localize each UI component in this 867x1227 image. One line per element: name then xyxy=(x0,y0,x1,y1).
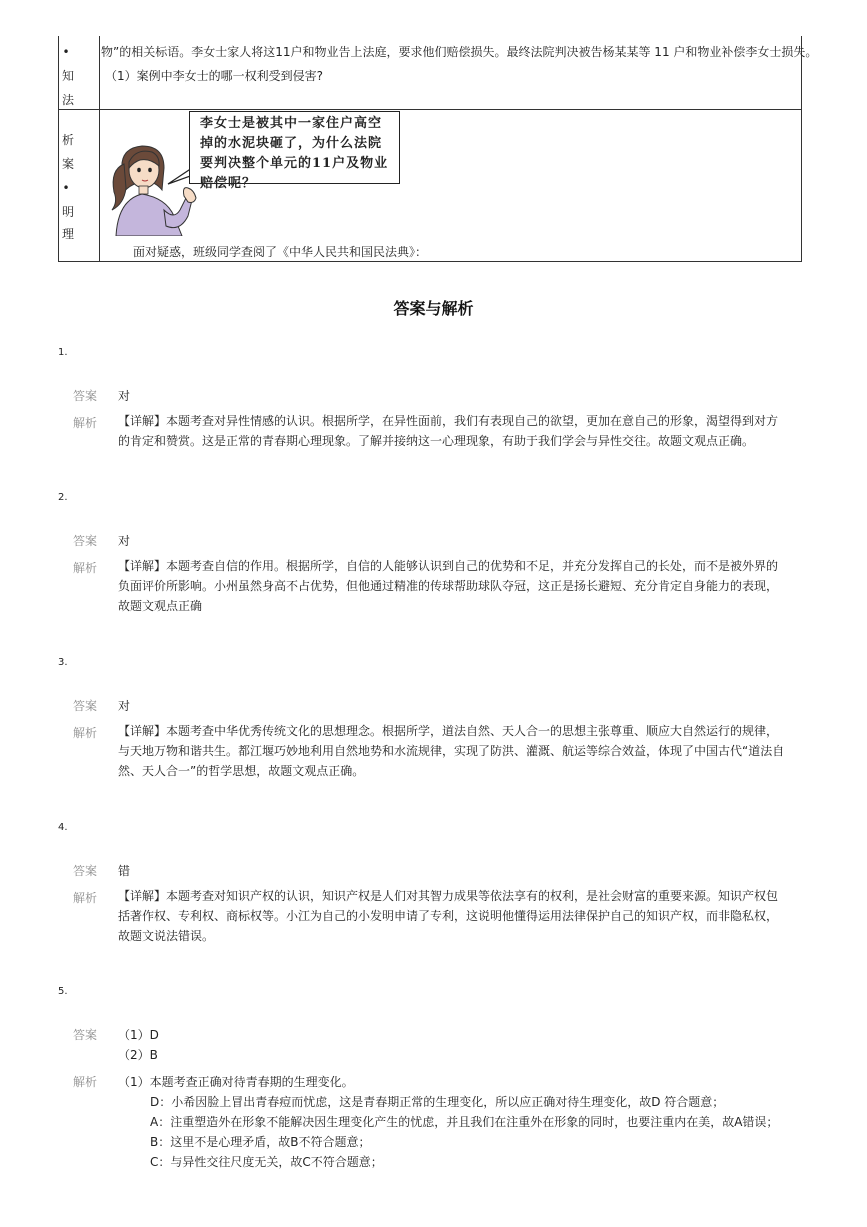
question-number: 5. xyxy=(58,986,68,997)
table-divider-vertical xyxy=(99,36,100,261)
case-caption: 面对疑惑，班级同学查阅了《中华人民共和国民法典》： xyxy=(133,245,428,259)
analysis-head: （1）本题考查正确对待青春期的生理变化。 xyxy=(118,1075,354,1089)
question-number: 1. xyxy=(58,347,68,358)
answer-value: 对 xyxy=(118,534,131,548)
answer-label: 答案 xyxy=(73,389,98,403)
analysis-label: 解析 xyxy=(73,561,98,575)
answer-value: （1）D xyxy=(118,1028,159,1042)
analysis-line: B：这里不是心理矛盾，故B不符合题意； xyxy=(150,1135,371,1149)
question-number: 4. xyxy=(58,822,68,833)
analysis-line: D：小希因脸上冒出青春痘而忧虑，这是青春期正常的生理变化，所以应正确对待生理变化，故D 符合题意； xyxy=(150,1095,725,1109)
analysis-label: 解析 xyxy=(73,416,98,430)
analysis-line: C：与异性交往尺度无关，故C不符合题意； xyxy=(150,1155,383,1169)
side-char-xi: 析 xyxy=(61,133,74,147)
question-number: 2. xyxy=(58,492,68,503)
analysis-text: 【详解】本题考查自信的作用。根据所学，自信的人能够认识到自己的优势和不足，并充分发挥自己的长处，而不是被外界的负面评价所影响。小州虽然身高不占优势，但他通过精准的传球帮助球队夺冠，这正是扬长避短、充分肯定自身能力的表现，故题文观点正确 xyxy=(118,559,779,613)
side-char-zhi: 知 xyxy=(61,69,74,83)
side-char-li: 理 xyxy=(61,227,74,241)
case-question: （1）案例中李女士的哪一权利受到侵害? xyxy=(105,69,324,83)
analysis-label: 解析 xyxy=(73,1075,98,1089)
side-bullet: • xyxy=(62,45,70,59)
side-bullet: • xyxy=(62,181,70,195)
bubble-line: 李女士是被其中一家住户高空 xyxy=(200,116,383,131)
table-divider-horizontal xyxy=(59,109,801,110)
answer-value: 错 xyxy=(118,864,131,878)
answer-value: （2）B xyxy=(118,1048,158,1062)
answer-value: 对 xyxy=(118,699,131,713)
side-char-ming: 明 xyxy=(61,205,74,219)
analysis-line: A：注重塑造外在形象不能解决因生理变化产生的忧虑，并且我们在注重外在形象的同时，也要注重内在美，故A错误； xyxy=(150,1115,779,1129)
section-title: 答案与解析 xyxy=(393,299,474,318)
analysis-text: 【详解】本题考查中华优秀传统文化的思想理念。根据所学，道法自然、天人合一的思想主张尊重、顺应大自然运行的规律，与天地万物和谐共生。都江堰巧妙地利用自然地势和水流规律，实现了防洪、灌溉、航运等综合效益，体现了中国古代“道法自然、天人合一”的哲学思想，故题文观点正确。 xyxy=(118,724,785,778)
analysis-label: 解析 xyxy=(73,726,98,740)
bubble-line: 赔偿呢？ xyxy=(200,176,257,191)
answer-label: 答案 xyxy=(73,864,98,878)
analysis-label: 解析 xyxy=(73,891,98,905)
answer-label: 答案 xyxy=(73,534,98,548)
side-char-an: 案 xyxy=(61,157,74,171)
answer-value: 对 xyxy=(118,389,131,403)
bubble-line: 要判决整个单元的11户及物业 xyxy=(200,156,389,171)
analysis-text: 【详解】本题考查对异性情感的认识。根据所学，在异性面前，我们有表现自己的欲望，更加在意自己的形象，渴望得到对方的肯定和赞赏。这是正常的青春期心理现象。了解并接纳这一心理现象，有助于我们学会与异性交往。故题文观点正确。 xyxy=(118,414,779,448)
analysis-text: 【详解】本题考查对知识产权的认识，知识产权是人们对其智力成果等依法享有的权利，是社会财富的重要来源。知识产权包括著作权、专利权、商标权等。小江为自己的小发明申请了专利，这说明他懂得运用法律保护自己的知识产权，而非隐私权，故题文说法错误。 xyxy=(118,889,779,943)
answer-label: 答案 xyxy=(73,699,98,713)
case-text-line: 物”的相关标语。李女士家人将这11户和物业告上法庭，要求他们赔偿损失。最终法院判决被告杨某某等 11 户和物业补偿李女士损失。 xyxy=(101,45,818,59)
speech-bubble xyxy=(189,111,400,191)
question-number: 3. xyxy=(58,657,68,668)
side-char-fa: 法 xyxy=(61,93,74,107)
bubble-line: 掉的水泥块砸了，为什么法院 xyxy=(200,136,383,151)
answer-label: 答案 xyxy=(73,1028,98,1042)
